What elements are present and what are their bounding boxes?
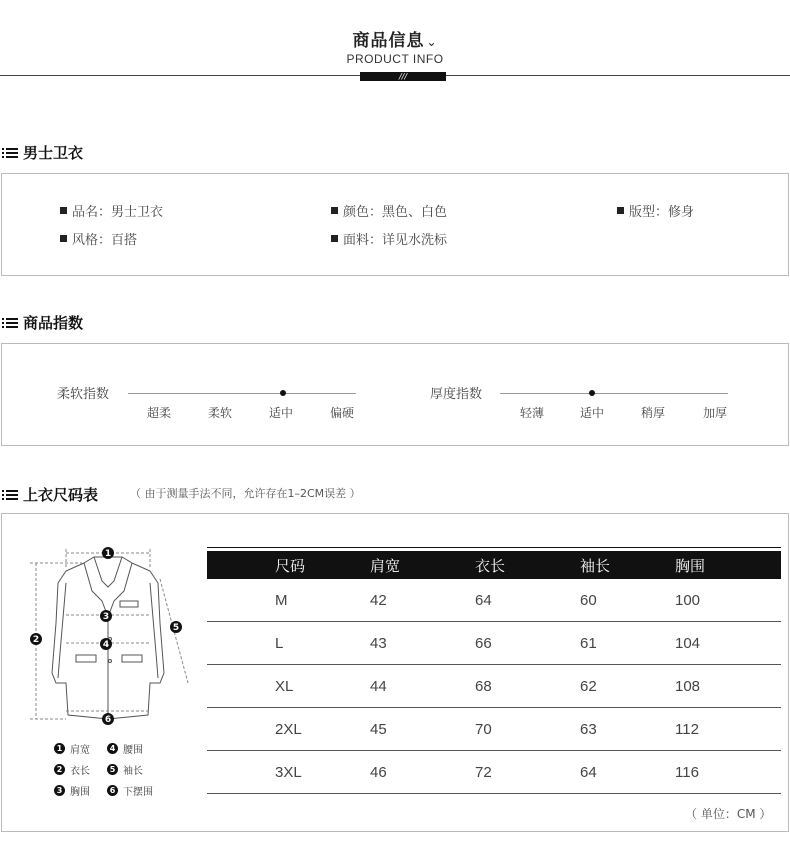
table-cell: 45 [370,708,475,751]
info-item-color: 颜色： 黑色、白色 [331,201,447,220]
table-cell: 42 [370,579,475,622]
softness-option: 超柔 [146,406,171,420]
list-icon [2,148,18,158]
diagram-marker-6: 6 [104,715,112,725]
size-table [207,551,781,794]
table-header-cell: 胸围 [675,551,781,579]
page-title [0,26,790,51]
table-cell: 3XL [207,751,370,794]
table-cell: 108 [675,665,781,708]
section-title-product [2,142,83,163]
section-title-text: 上衣尺码表 [23,486,99,504]
table-row [207,708,781,751]
table-cell: 66 [475,622,580,665]
softness-label: 柔软指数 [57,387,110,402]
section-title-index [2,312,83,333]
measurement-note: （ 由于测量手法不同，允许存在1–2CM误差 ） [130,487,361,500]
thickness-option: 轻薄 [519,406,544,420]
info-item-fit: 版型： 修身 [617,201,694,220]
table-row [207,622,781,665]
table-cell: 72 [475,751,580,794]
table-cell: 112 [675,708,781,751]
list-icon [2,318,18,328]
softness-option: 适中 [268,406,293,420]
table-cell: 2XL [207,708,370,751]
table-cell: 62 [580,665,675,708]
thickness-scale-line [500,393,728,394]
bullet-square-icon [617,207,624,214]
table-header-row [207,551,781,579]
softness-indicator-dot [280,390,286,396]
bullet-square-icon [60,235,67,242]
table-cell: L [207,622,370,665]
table-cell: 44 [370,665,475,708]
legend-item: 2 衣长 [54,762,90,777]
bullet-square-icon [331,235,338,242]
thickness-option: 加厚 [702,406,727,420]
table-cell: 68 [475,665,580,708]
table-cell: 61 [580,622,675,665]
table-cell: M [207,579,370,622]
table-cell: 64 [580,751,675,794]
table-header-cell: 衣长 [475,551,580,579]
table-cell: 100 [675,579,781,622]
unit-note: （ 单位：CM ） [685,807,772,821]
bullet-square-icon [331,207,338,214]
bullet-square-icon [60,207,67,214]
table-cell: 46 [370,751,475,794]
table-cell: 116 [675,751,781,794]
section-title-text: 商品指数 [23,314,84,332]
diagram-marker-3: 3 [102,612,110,622]
info-item-name: 品名： 男士卫衣 [60,201,163,220]
legend-item: 5 袖长 [107,762,143,777]
table-cell: 60 [580,579,675,622]
table-header-cell: 袖长 [580,551,675,579]
info-item-fabric: 面料： 详见水洗标 [331,229,447,248]
softness-option: 偏硬 [329,406,354,420]
table-cell: 43 [370,622,475,665]
softness-option: 柔软 [207,406,232,420]
section-title-size [2,484,98,505]
table-row [207,751,781,794]
product-index-box [1,343,789,446]
chevron-down-icon: ⌄ [426,35,438,49]
legend-item: 3 胸围 [54,783,90,798]
jacket-diagram-icon [22,543,202,728]
table-header-cell: 肩宽 [370,551,475,579]
thickness-label: 厚度指数 [430,387,483,402]
list-icon [2,490,18,500]
section-title-text: 男士卫衣 [23,144,84,162]
page-subtitle: PRODUCT INFO [346,52,444,66]
table-cell: 70 [475,708,580,751]
legend-item: 6 下摆围 [107,783,153,798]
table-cell: 63 [580,708,675,751]
table-cell: 104 [675,622,781,665]
table-header-cell: 尺码 [207,551,370,579]
legend-item: 4 腰围 [107,741,143,756]
diagram-marker-5: 5 [172,623,180,633]
diagram-marker-2: 2 [32,635,40,645]
diagram-marker-4: 4 [102,640,110,650]
size-table-wrapper [207,547,781,794]
table-cell: 64 [475,579,580,622]
softness-scale-line [128,393,356,394]
page-title-text: 商品信息 [352,31,425,51]
info-item-style: 风格： 百搭 [60,229,137,248]
table-row [207,665,781,708]
thickness-option: 稍厚 [640,406,665,420]
thickness-indicator-dot [589,390,595,396]
table-row [207,579,781,622]
legend-item: 1 肩宽 [54,741,90,756]
thickness-option: 适中 [579,406,604,420]
header-accent-bar: /// [360,72,446,81]
table-cell: XL [207,665,370,708]
product-info-box [1,173,789,276]
diagram-marker-1: 1 [104,549,112,559]
